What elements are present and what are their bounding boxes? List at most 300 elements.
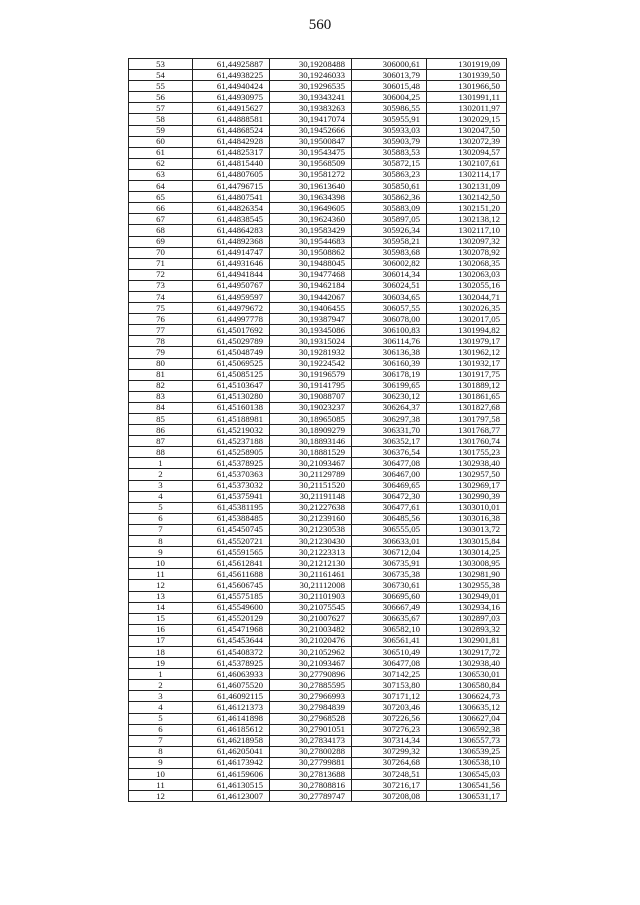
table-row [129, 136, 507, 147]
x-coordinate-cell: 307314,34 [352, 735, 427, 746]
longitude-cell: 30,21003482 [270, 624, 352, 635]
table-row [129, 92, 507, 103]
x-coordinate-cell: 306582,10 [352, 624, 427, 635]
x-coordinate-cell: 306000,61 [352, 59, 427, 70]
latitude-cell: 61,46159606 [193, 769, 270, 780]
point-number-cell: 67 [129, 214, 193, 225]
x-coordinate-cell: 306136,38 [352, 347, 427, 358]
latitude-cell: 61,44864283 [193, 225, 270, 236]
longitude-cell: 30,19452666 [270, 125, 352, 136]
point-number-cell: 66 [129, 203, 193, 214]
x-coordinate-cell: 305958,21 [352, 236, 427, 247]
x-coordinate-cell: 307142,25 [352, 669, 427, 680]
table-row [129, 702, 507, 713]
point-number-cell: 13 [129, 591, 193, 602]
longitude-cell: 30,19196579 [270, 369, 352, 380]
y-coordinate-cell: 1302011,97 [427, 103, 507, 114]
point-number-cell: 8 [129, 536, 193, 547]
longitude-cell: 30,21020476 [270, 635, 352, 646]
table-row [129, 480, 507, 491]
table-row [129, 513, 507, 524]
x-coordinate-cell: 307203,46 [352, 702, 427, 713]
latitude-cell: 61,44815440 [193, 158, 270, 169]
longitude-cell: 30,19141795 [270, 380, 352, 391]
y-coordinate-cell: 1302917,72 [427, 646, 507, 657]
point-number-cell: 86 [129, 425, 193, 436]
point-number-cell: 18 [129, 646, 193, 657]
latitude-cell: 61,44941844 [193, 269, 270, 280]
y-coordinate-cell: 1306557,73 [427, 735, 507, 746]
table-row [129, 414, 507, 425]
latitude-cell: 61,45188981 [193, 414, 270, 425]
y-coordinate-cell: 1302117,10 [427, 225, 507, 236]
longitude-cell: 30,19634398 [270, 192, 352, 203]
point-number-cell: 55 [129, 81, 193, 92]
longitude-cell: 30,21230538 [270, 524, 352, 535]
longitude-cell: 30,21112008 [270, 580, 352, 591]
longitude-cell: 30,27885595 [270, 680, 352, 691]
table-row [129, 547, 507, 558]
latitude-cell: 61,45520129 [193, 613, 270, 624]
table-row [129, 735, 507, 746]
y-coordinate-cell: 1302938,40 [427, 458, 507, 469]
y-coordinate-cell: 1302955,38 [427, 580, 507, 591]
latitude-cell: 61,44938225 [193, 70, 270, 81]
y-coordinate-cell: 1301979,17 [427, 336, 507, 347]
point-number-cell: 73 [129, 280, 193, 291]
y-coordinate-cell: 1302026,35 [427, 303, 507, 314]
table-row [129, 325, 507, 336]
table-row [129, 380, 507, 391]
point-number-cell: 9 [129, 757, 193, 768]
point-number-cell: 72 [129, 269, 193, 280]
latitude-cell: 61,45606745 [193, 580, 270, 591]
y-coordinate-cell: 1306545,03 [427, 769, 507, 780]
y-coordinate-cell: 1301962,12 [427, 347, 507, 358]
table-row [129, 669, 507, 680]
latitude-cell: 61,45103647 [193, 380, 270, 391]
y-coordinate-cell: 1302017,05 [427, 314, 507, 325]
point-number-cell: 76 [129, 314, 193, 325]
y-coordinate-cell: 1306635,12 [427, 702, 507, 713]
point-number-cell: 84 [129, 402, 193, 413]
point-number-cell: 88 [129, 447, 193, 458]
longitude-cell: 30,18965085 [270, 414, 352, 425]
x-coordinate-cell: 306712,04 [352, 547, 427, 558]
y-coordinate-cell: 1302138,12 [427, 214, 507, 225]
point-number-cell: 3 [129, 691, 193, 702]
x-coordinate-cell: 306057,55 [352, 303, 427, 314]
latitude-cell: 61,45408372 [193, 646, 270, 657]
latitude-cell: 61,44930975 [193, 92, 270, 103]
table-row [129, 347, 507, 358]
table-row [129, 635, 507, 646]
table-row [129, 658, 507, 669]
table-row [129, 646, 507, 657]
y-coordinate-cell: 1302044,71 [427, 291, 507, 302]
longitude-cell: 30,27800288 [270, 746, 352, 757]
table-row [129, 70, 507, 81]
latitude-cell: 61,45453644 [193, 635, 270, 646]
point-number-cell: 61 [129, 147, 193, 158]
latitude-cell: 61,46205041 [193, 746, 270, 757]
table-row [129, 192, 507, 203]
point-number-cell: 7 [129, 735, 193, 746]
longitude-cell: 30,19088707 [270, 391, 352, 402]
table-row [129, 214, 507, 225]
longitude-cell: 30,27968528 [270, 713, 352, 724]
x-coordinate-cell: 306024,51 [352, 280, 427, 291]
longitude-cell: 30,19508862 [270, 247, 352, 258]
table-row [129, 447, 507, 458]
longitude-cell: 30,19383263 [270, 103, 352, 114]
longitude-cell: 30,19544683 [270, 236, 352, 247]
latitude-cell: 61,46185612 [193, 724, 270, 735]
y-coordinate-cell: 1306580,84 [427, 680, 507, 691]
x-coordinate-cell: 305983,68 [352, 247, 427, 258]
longitude-cell: 30,27790896 [270, 669, 352, 680]
table-row [129, 724, 507, 735]
longitude-cell: 30,19568509 [270, 158, 352, 169]
table-row [129, 491, 507, 502]
y-coordinate-cell: 1302107,61 [427, 158, 507, 169]
longitude-cell: 30,27789747 [270, 791, 352, 802]
latitude-cell: 61,46130515 [193, 780, 270, 791]
longitude-cell: 30,19581272 [270, 169, 352, 180]
latitude-cell: 61,44868524 [193, 125, 270, 136]
latitude-cell: 61,44842928 [193, 136, 270, 147]
longitude-cell: 30,19417074 [270, 114, 352, 125]
longitude-cell: 30,27808816 [270, 780, 352, 791]
latitude-cell: 61,46121373 [193, 702, 270, 713]
table-row [129, 258, 507, 269]
y-coordinate-cell: 1306538,10 [427, 757, 507, 768]
longitude-cell: 30,27901051 [270, 724, 352, 735]
longitude-cell: 30,21230430 [270, 536, 352, 547]
table-row [129, 680, 507, 691]
point-number-cell: 77 [129, 325, 193, 336]
latitude-cell: 61,45611688 [193, 569, 270, 580]
y-coordinate-cell: 1303014,25 [427, 547, 507, 558]
x-coordinate-cell: 306352,17 [352, 436, 427, 447]
longitude-cell: 30,19246033 [270, 70, 352, 81]
x-coordinate-cell: 306695,60 [352, 591, 427, 602]
point-number-cell: 68 [129, 225, 193, 236]
y-coordinate-cell: 1302990,39 [427, 491, 507, 502]
longitude-cell: 30,19387947 [270, 314, 352, 325]
x-coordinate-cell: 307208,08 [352, 791, 427, 802]
x-coordinate-cell: 305903,79 [352, 136, 427, 147]
y-coordinate-cell: 1301760,74 [427, 436, 507, 447]
x-coordinate-cell: 306477,08 [352, 458, 427, 469]
x-coordinate-cell: 306013,79 [352, 70, 427, 81]
table-row [129, 425, 507, 436]
table-row [129, 59, 507, 70]
x-coordinate-cell: 306730,61 [352, 580, 427, 591]
latitude-cell: 61,45370363 [193, 469, 270, 480]
table-row [129, 269, 507, 280]
y-coordinate-cell: 1302055,16 [427, 280, 507, 291]
coordinates-table-body [129, 59, 507, 802]
longitude-cell: 30,18909279 [270, 425, 352, 436]
y-coordinate-cell: 1302957,50 [427, 469, 507, 480]
latitude-cell: 61,45450745 [193, 524, 270, 535]
page-number: 560 [308, 17, 332, 33]
table-row [129, 458, 507, 469]
x-coordinate-cell: 306467,00 [352, 469, 427, 480]
longitude-cell: 30,19500847 [270, 136, 352, 147]
table-row [129, 591, 507, 602]
point-number-cell: 5 [129, 502, 193, 513]
longitude-cell: 30,21101903 [270, 591, 352, 602]
longitude-cell: 30,19406455 [270, 303, 352, 314]
longitude-cell: 30,27799881 [270, 757, 352, 768]
y-coordinate-cell: 1306531,17 [427, 791, 507, 802]
y-coordinate-cell: 1301919,09 [427, 59, 507, 70]
table-row [129, 358, 507, 369]
longitude-cell: 30,21093467 [270, 658, 352, 669]
latitude-cell: 61,44838545 [193, 214, 270, 225]
longitude-cell: 30,19315024 [270, 336, 352, 347]
point-number-cell: 78 [129, 336, 193, 347]
x-coordinate-cell: 306264,37 [352, 402, 427, 413]
y-coordinate-cell: 1302142,50 [427, 192, 507, 203]
latitude-cell: 61,44940424 [193, 81, 270, 92]
y-coordinate-cell: 1302938,40 [427, 658, 507, 669]
table-row [129, 769, 507, 780]
y-coordinate-cell: 1302097,32 [427, 236, 507, 247]
longitude-cell: 30,19023237 [270, 402, 352, 413]
point-number-cell: 65 [129, 192, 193, 203]
table-row [129, 691, 507, 702]
longitude-cell: 30,19462184 [270, 280, 352, 291]
table-row [129, 624, 507, 635]
x-coordinate-cell: 305926,34 [352, 225, 427, 236]
latitude-cell: 61,46141898 [193, 713, 270, 724]
y-coordinate-cell: 1302981,90 [427, 569, 507, 580]
x-coordinate-cell: 306160,39 [352, 358, 427, 369]
latitude-cell: 61,44892368 [193, 236, 270, 247]
y-coordinate-cell: 1302078,92 [427, 247, 507, 258]
longitude-cell: 30,19543475 [270, 147, 352, 158]
latitude-cell: 61,46123007 [193, 791, 270, 802]
latitude-cell: 61,45029789 [193, 336, 270, 347]
x-coordinate-cell: 306178,19 [352, 369, 427, 380]
table-row [129, 713, 507, 724]
x-coordinate-cell: 306735,38 [352, 569, 427, 580]
longitude-cell: 30,27813688 [270, 769, 352, 780]
longitude-cell: 30,19649605 [270, 203, 352, 214]
y-coordinate-cell: 1306541,56 [427, 780, 507, 791]
latitude-cell: 61,45375941 [193, 491, 270, 502]
x-coordinate-cell: 306635,67 [352, 613, 427, 624]
x-coordinate-cell: 307216,17 [352, 780, 427, 791]
latitude-cell: 61,44979672 [193, 303, 270, 314]
table-row [129, 369, 507, 380]
point-number-cell: 62 [129, 158, 193, 169]
table-row [129, 502, 507, 513]
x-coordinate-cell: 306485,56 [352, 513, 427, 524]
table-row [129, 303, 507, 314]
longitude-cell: 30,21151520 [270, 480, 352, 491]
table-row [129, 169, 507, 180]
point-number-cell: 10 [129, 769, 193, 780]
point-number-cell: 16 [129, 624, 193, 635]
longitude-cell: 30,19224542 [270, 358, 352, 369]
x-coordinate-cell: 305862,36 [352, 192, 427, 203]
x-coordinate-cell: 306477,08 [352, 658, 427, 669]
x-coordinate-cell: 306376,54 [352, 447, 427, 458]
point-number-cell: 74 [129, 291, 193, 302]
y-coordinate-cell: 1302151,20 [427, 203, 507, 214]
table-row [129, 580, 507, 591]
longitude-cell: 30,21161461 [270, 569, 352, 580]
point-number-cell: 19 [129, 658, 193, 669]
latitude-cell: 61,44915627 [193, 103, 270, 114]
y-coordinate-cell: 1303010,01 [427, 502, 507, 513]
y-coordinate-cell: 1302949,01 [427, 591, 507, 602]
point-number-cell: 11 [129, 780, 193, 791]
point-number-cell: 2 [129, 469, 193, 480]
x-coordinate-cell: 306331,70 [352, 425, 427, 436]
x-coordinate-cell: 305872,15 [352, 158, 427, 169]
latitude-cell: 61,45219032 [193, 425, 270, 436]
longitude-cell: 30,19343241 [270, 92, 352, 103]
longitude-cell: 30,21007627 [270, 613, 352, 624]
x-coordinate-cell: 307299,32 [352, 746, 427, 757]
x-coordinate-cell: 306667,49 [352, 602, 427, 613]
table-row [129, 158, 507, 169]
y-coordinate-cell: 1306624,73 [427, 691, 507, 702]
longitude-cell: 30,19208488 [270, 59, 352, 70]
point-number-cell: 8 [129, 746, 193, 757]
longitude-cell: 30,19477468 [270, 269, 352, 280]
x-coordinate-cell: 305897,05 [352, 214, 427, 225]
point-number-cell: 85 [129, 414, 193, 425]
latitude-cell: 61,45085125 [193, 369, 270, 380]
y-coordinate-cell: 1301827,68 [427, 402, 507, 413]
table-row [129, 336, 507, 347]
latitude-cell: 61,44925887 [193, 59, 270, 70]
x-coordinate-cell: 306230,12 [352, 391, 427, 402]
point-number-cell: 63 [129, 169, 193, 180]
longitude-cell: 30,19613640 [270, 181, 352, 192]
x-coordinate-cell: 306477,61 [352, 502, 427, 513]
x-coordinate-cell: 306015,48 [352, 81, 427, 92]
x-coordinate-cell: 306735,91 [352, 558, 427, 569]
longitude-cell: 30,27966993 [270, 691, 352, 702]
latitude-cell: 61,45520721 [193, 536, 270, 547]
x-coordinate-cell: 307264,68 [352, 757, 427, 768]
latitude-cell: 61,44950767 [193, 280, 270, 291]
x-coordinate-cell: 305986,55 [352, 103, 427, 114]
x-coordinate-cell: 306100,83 [352, 325, 427, 336]
longitude-cell: 30,21129789 [270, 469, 352, 480]
latitude-cell: 61,45575185 [193, 591, 270, 602]
y-coordinate-cell: 1302047,50 [427, 125, 507, 136]
latitude-cell: 61,45017692 [193, 325, 270, 336]
x-coordinate-cell: 306472,30 [352, 491, 427, 502]
table-row [129, 436, 507, 447]
table-row [129, 602, 507, 613]
latitude-cell: 61,46218958 [193, 735, 270, 746]
y-coordinate-cell: 1306627,04 [427, 713, 507, 724]
x-coordinate-cell: 307276,23 [352, 724, 427, 735]
y-coordinate-cell: 1301917,75 [427, 369, 507, 380]
table-row [129, 181, 507, 192]
longitude-cell: 30,21052962 [270, 646, 352, 657]
point-number-cell: 6 [129, 513, 193, 524]
table-row [129, 280, 507, 291]
latitude-cell: 61,44825317 [193, 147, 270, 158]
point-number-cell: 57 [129, 103, 193, 114]
y-coordinate-cell: 1306592,38 [427, 724, 507, 735]
table-row [129, 780, 507, 791]
point-number-cell: 15 [129, 613, 193, 624]
x-coordinate-cell: 305883,09 [352, 203, 427, 214]
longitude-cell: 30,18893146 [270, 436, 352, 447]
latitude-cell: 61,45160138 [193, 402, 270, 413]
table-row [129, 791, 507, 802]
x-coordinate-cell: 307248,51 [352, 769, 427, 780]
y-coordinate-cell: 1301768,77 [427, 425, 507, 436]
point-number-cell: 12 [129, 580, 193, 591]
point-number-cell: 69 [129, 236, 193, 247]
y-coordinate-cell: 1302068,35 [427, 258, 507, 269]
latitude-cell: 61,46173942 [193, 757, 270, 768]
x-coordinate-cell: 306002,82 [352, 258, 427, 269]
y-coordinate-cell: 1302897,03 [427, 613, 507, 624]
point-number-cell: 53 [129, 59, 193, 70]
table-row [129, 536, 507, 547]
coordinates-table [128, 58, 507, 802]
y-coordinate-cell: 1303016,38 [427, 513, 507, 524]
y-coordinate-cell: 1302969,17 [427, 480, 507, 491]
point-number-cell: 80 [129, 358, 193, 369]
table-row [129, 247, 507, 258]
table-row [129, 569, 507, 580]
point-number-cell: 75 [129, 303, 193, 314]
point-number-cell: 12 [129, 791, 193, 802]
x-coordinate-cell: 306004,25 [352, 92, 427, 103]
y-coordinate-cell: 1301932,17 [427, 358, 507, 369]
longitude-cell: 30,19583429 [270, 225, 352, 236]
latitude-cell: 61,45373032 [193, 480, 270, 491]
x-coordinate-cell: 305883,53 [352, 147, 427, 158]
point-number-cell: 14 [129, 602, 193, 613]
y-coordinate-cell: 1306539,25 [427, 746, 507, 757]
table-row [129, 81, 507, 92]
y-coordinate-cell: 1301991,11 [427, 92, 507, 103]
latitude-cell: 61,45069525 [193, 358, 270, 369]
longitude-cell: 30,19624360 [270, 214, 352, 225]
x-coordinate-cell: 306469,65 [352, 480, 427, 491]
latitude-cell: 61,45378925 [193, 458, 270, 469]
table-row [129, 469, 507, 480]
table-row [129, 314, 507, 325]
point-number-cell: 56 [129, 92, 193, 103]
point-number-cell: 4 [129, 702, 193, 713]
longitude-cell: 30,19442067 [270, 291, 352, 302]
x-coordinate-cell: 306034,65 [352, 291, 427, 302]
point-number-cell: 5 [129, 713, 193, 724]
latitude-cell: 61,44914747 [193, 247, 270, 258]
y-coordinate-cell: 1302094,57 [427, 147, 507, 158]
y-coordinate-cell: 1303008,95 [427, 558, 507, 569]
longitude-cell: 30,21191148 [270, 491, 352, 502]
y-coordinate-cell: 1302934,16 [427, 602, 507, 613]
y-coordinate-cell: 1301797,58 [427, 414, 507, 425]
